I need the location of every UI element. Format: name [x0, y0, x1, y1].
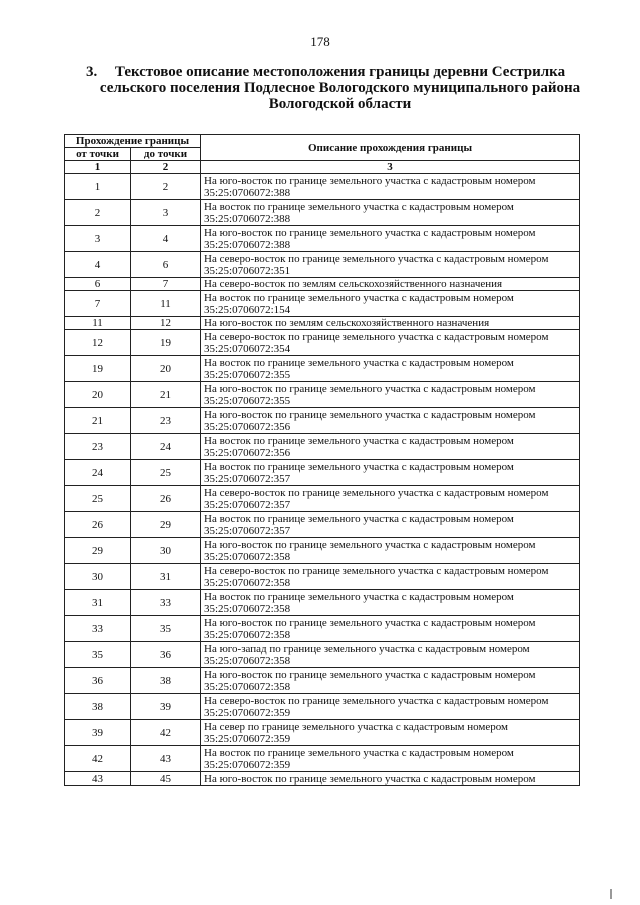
table-row: [65, 512, 580, 538]
to-point-cell: 19: [131, 330, 201, 356]
description-cell: На юго-восток по границе земельного участка с кадастровым номером 35:25:0706072:388: [201, 226, 580, 252]
description-cell: На юго-восток по границе земельного участка с кадастровым номером: [201, 772, 580, 786]
table-row: [65, 746, 580, 772]
description-cell: На северо-восток по границе земельного участка с кадастровым номером 35:25:0706072:357: [201, 486, 580, 512]
to-point-cell: 31: [131, 564, 201, 590]
to-point-cell: 39: [131, 694, 201, 720]
from-point-cell: 42: [65, 746, 131, 772]
column-index: 3: [201, 161, 580, 174]
from-point-cell: 29: [65, 538, 131, 564]
table-row: [65, 616, 580, 642]
from-point-cell: 30: [65, 564, 131, 590]
table-row: [65, 590, 580, 616]
table-row: [65, 434, 580, 460]
table-row: [65, 720, 580, 746]
from-point-cell: 2: [65, 200, 131, 226]
description-cell: На юго-восток по границе земельного участка с кадастровым номером 35:25:0706072:388: [201, 174, 580, 200]
boundary-table: [64, 134, 580, 786]
from-point-cell: 3: [65, 226, 131, 252]
table-row: [65, 174, 580, 200]
to-point-cell: 21: [131, 382, 201, 408]
from-point-cell: 38: [65, 694, 131, 720]
description-cell: На юго-восток по границе земельного участка с кадастровым номером 35:25:0706072:358: [201, 668, 580, 694]
table-row: [65, 356, 580, 382]
description-cell: На юго-запад по границе земельного участка с кадастровым номером 35:25:0706072:358: [201, 642, 580, 668]
table-row: [65, 200, 580, 226]
table-row: [65, 460, 580, 486]
page-number: 178: [310, 34, 330, 49]
description-cell: На юго-восток по границе земельного участка с кадастровым номером 35:25:0706072:355: [201, 382, 580, 408]
to-point-cell: 3: [131, 200, 201, 226]
table-row: [65, 252, 580, 278]
description-cell: На северо-восток по границе земельного участка с кадастровым номером 35:25:0706072:359: [201, 694, 580, 720]
to-point-cell: 29: [131, 512, 201, 538]
from-point-cell: 19: [65, 356, 131, 382]
table-row: [65, 291, 580, 317]
to-point-cell: 36: [131, 642, 201, 668]
description-cell: На северо-восток по границе земельного участка с кадастровым номером 35:25:0706072:354: [201, 330, 580, 356]
section-number: 3.: [86, 64, 98, 80]
description-cell: На восток по границе земельного участка с кадастровым номером 35:25:0706072:359: [201, 746, 580, 772]
to-point-cell: 6: [131, 252, 201, 278]
heading-line-3: Вологодской области: [268, 96, 412, 112]
table-row: [65, 564, 580, 590]
table-row: [65, 226, 580, 252]
to-point-cell: 45: [131, 772, 201, 786]
column-index-row: [65, 161, 580, 174]
to-point-cell: 24: [131, 434, 201, 460]
description-cell: На юго-восток по границе земельного участка с кадастровым номером 35:25:0706072:358: [201, 538, 580, 564]
description-cell: На восток по границе земельного участка с кадастровым номером 35:25:0706072:388: [201, 200, 580, 226]
to-point-cell: 38: [131, 668, 201, 694]
table-header: [65, 135, 580, 174]
document-heading: [80, 64, 600, 112]
description-cell: На восток по границе земельного участка с кадастровым номером 35:25:0706072:355: [201, 356, 580, 382]
page-edge-mark: [610, 889, 612, 899]
from-point-cell: 25: [65, 486, 131, 512]
from-point-cell: 43: [65, 772, 131, 786]
to-point-cell: 26: [131, 486, 201, 512]
from-point-cell: 1: [65, 174, 131, 200]
from-point-cell: 36: [65, 668, 131, 694]
description-cell: На юго-восток по землям сельскохозяйственного назначения: [201, 317, 580, 330]
from-point-cell: 7: [65, 291, 131, 317]
description-cell: На восток по границе земельного участка с кадастровым номером 35:25:0706072:357: [201, 460, 580, 486]
table-body: [65, 174, 580, 786]
description-cell: На юго-восток по границе земельного участка с кадастровым номером 35:25:0706072:356: [201, 408, 580, 434]
to-point-cell: 11: [131, 291, 201, 317]
header-to-point: до точки: [131, 148, 201, 161]
table-row: [65, 772, 580, 786]
to-point-cell: 35: [131, 616, 201, 642]
table-row: [65, 382, 580, 408]
description-cell: На восток по границе земельного участка с кадастровым номером 35:25:0706072:356: [201, 434, 580, 460]
to-point-cell: 23: [131, 408, 201, 434]
from-point-cell: 20: [65, 382, 131, 408]
heading-line-2: сельского поселения Подлесное Вологодского муниципального района: [99, 80, 581, 96]
from-point-cell: 26: [65, 512, 131, 538]
header-description: Описание прохождения границы: [201, 135, 580, 161]
from-point-cell: 31: [65, 590, 131, 616]
description-cell: На север по границе земельного участка с кадастровым номером 35:25:0706072:359: [201, 720, 580, 746]
description-cell: На северо-восток по границе земельного участка с кадастровым номером 35:25:0706072:351: [201, 252, 580, 278]
from-point-cell: 6: [65, 278, 131, 291]
to-point-cell: 42: [131, 720, 201, 746]
table-row: [65, 642, 580, 668]
from-point-cell: 35: [65, 642, 131, 668]
description-cell: На восток по границе земельного участка с кадастровым номером 35:25:0706072:358: [201, 590, 580, 616]
table-row: [65, 538, 580, 564]
to-point-cell: 33: [131, 590, 201, 616]
from-point-cell: 4: [65, 252, 131, 278]
table-row: [65, 330, 580, 356]
description-cell: На юго-восток по границе земельного участка с кадастровым номером 35:25:0706072:358: [201, 616, 580, 642]
description-cell: На восток по границе земельного участка с кадастровым номером 35:25:0706072:154: [201, 291, 580, 317]
description-cell: На северо-восток по землям сельскохозяйственного назначения: [201, 278, 580, 291]
to-point-cell: 7: [131, 278, 201, 291]
from-point-cell: 12: [65, 330, 131, 356]
table-row: [65, 668, 580, 694]
table-row: [65, 694, 580, 720]
header-boundary-passage: Прохождение границы: [65, 135, 201, 148]
description-cell: На восток по границе земельного участка с кадастровым номером 35:25:0706072:357: [201, 512, 580, 538]
to-point-cell: 20: [131, 356, 201, 382]
table-row: [65, 408, 580, 434]
to-point-cell: 12: [131, 317, 201, 330]
table-row: [65, 278, 580, 291]
header-from-point: от точки: [65, 148, 131, 161]
description-cell: На северо-восток по границе земельного участка с кадастровым номером 35:25:0706072:358: [201, 564, 580, 590]
table-row: [65, 486, 580, 512]
heading-line-1: Текстовое описание местоположения границы деревни Сестрилка: [114, 64, 566, 80]
to-point-cell: 30: [131, 538, 201, 564]
column-index: 1: [65, 161, 131, 174]
column-index: 2: [131, 161, 201, 174]
from-point-cell: 21: [65, 408, 131, 434]
to-point-cell: 2: [131, 174, 201, 200]
to-point-cell: 4: [131, 226, 201, 252]
from-point-cell: 24: [65, 460, 131, 486]
from-point-cell: 23: [65, 434, 131, 460]
table-row: [65, 317, 580, 330]
to-point-cell: 25: [131, 460, 201, 486]
to-point-cell: 43: [131, 746, 201, 772]
from-point-cell: 33: [65, 616, 131, 642]
from-point-cell: 39: [65, 720, 131, 746]
from-point-cell: 11: [65, 317, 131, 330]
